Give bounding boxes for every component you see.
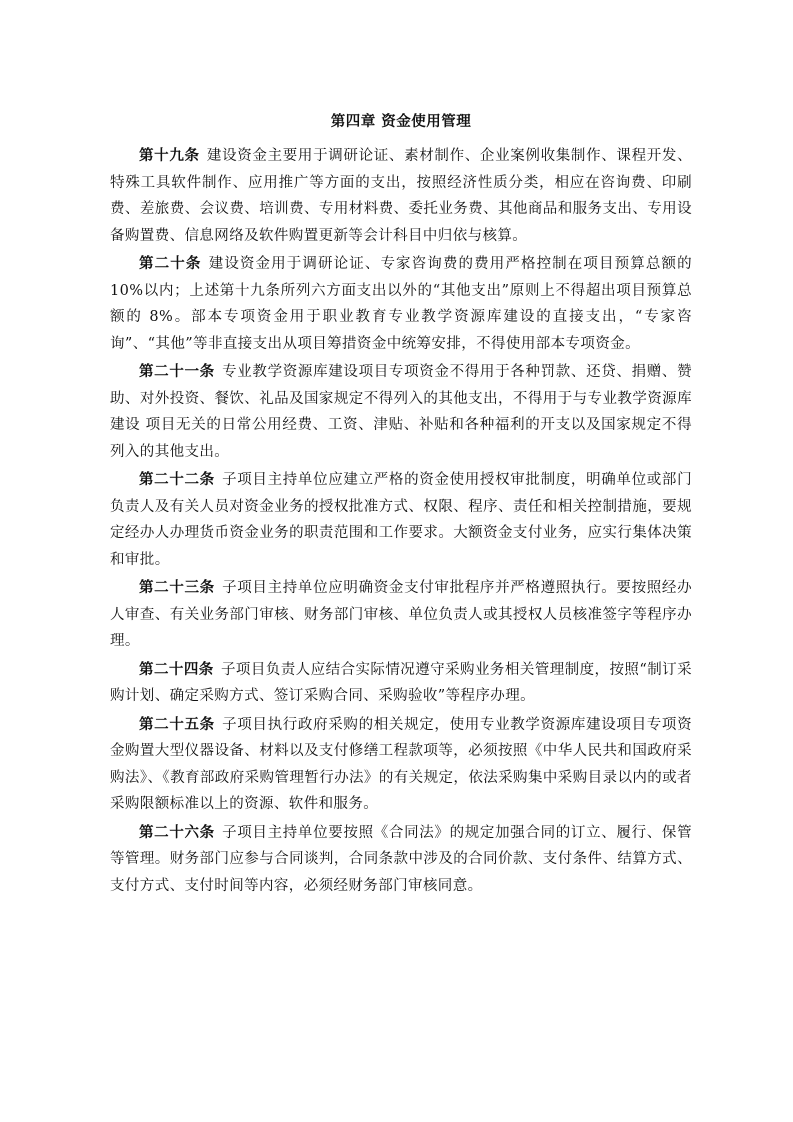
document-body (110, 112, 692, 901)
article-number: 第二十四条 (139, 660, 214, 678)
article-21 (110, 359, 692, 465)
article-26 (110, 820, 692, 900)
article-22 (110, 467, 692, 573)
article-number: 第二十五条 (139, 715, 215, 733)
article-23 (110, 575, 692, 655)
article-text: 专业教学资源库建设项目专项资金不得用于各种罚款、还贷、捐赠、赞助、对外投资、餐饮、礼品及国家规定不得列入的其他支出，不得用于与专业教学资源库建设 项目无关的日常公用经费、工资、津贴、补贴和各种福利的开支以及国家规定不得列入的其他支出。 (110, 364, 692, 460)
article-text: 子项目主持单位应明确资金支付审批程序并严格遵照执行。要按照经办人审查、有关业务部门审核、财务部门审核、单位负责人或其授权人员核准签字等程序办理。 (110, 580, 692, 649)
article-number: 第二十三条 (139, 579, 215, 596)
article-number: 第二十条 (139, 255, 202, 272)
article-25 (110, 712, 692, 818)
article-text: 建设资金主要用于调研论证、素材制作、企业案例收集制作、课程开发、特殊工具软件制作、应用推广等方面的支出，按照经济性质分类，相应在咨询费、印刷费、差旅费、会议费、培训费、专用材料费、委托业务费、其他商品和服务支出、专用设备购置费、信息网络及软件购置更新等会计科目中归依与核算。 (110, 148, 692, 244)
article-20 (110, 251, 692, 357)
article-text: 建设资金用于调研论证、专家咨询费的费用严格控制在项目预算总额的 10%以内；上述第十九条所列六方面支出以外的“其他支出”原则上不得超出项目预算总额的 8%。部本专项资金用于职业教育专业教学资源库建设的直接支出，“专家咨询”、“其他”等非直接支出从项目筹措资金中统筹安排，不得使用部本专项资金。 (110, 256, 692, 352)
article-24 (110, 657, 692, 710)
chapter-title: 第四章 资金使用管理 (330, 113, 472, 130)
article-text: 子项目主持单位要按照《合同法》的规定加强合同的订立、履行、保管等管理。财务部门应参与合同谈判，合同条款中涉及的合同价款、支付条件、结算方式、支付方式、支付时间等内容，必须经财务部门审核同意。 (110, 824, 692, 894)
article-text: 子项目主持单位应建立严格的资金使用授权审批制度，明确单位或部门负责人及有关人员对资金业务的授权批准方式、权限、程序、责任和相关控制措施，要规定经办人办理货币资金业务的职责范围和工作要求。大额资金支付业务，应实行集体决策和审批。 (110, 472, 692, 568)
article-number: 第二十一条 (139, 363, 215, 380)
article-number: 第十九条 (139, 147, 200, 164)
article-number: 第二十二条 (139, 471, 215, 488)
article-number: 第二十六条 (139, 823, 215, 841)
article-19 (110, 143, 692, 249)
article-text: 子项目执行政府采购的相关规定，使用专业教学资源库建设项目专项资金购置大型仪器设备、材料以及支付修缮工程款项等，必须按照《中华人民共和国政府采购法》、《教育部政府采购管理暂行办法》的有关规定，依法采购集中采购目录以内的或者采购限额标准以上的资源、软件和服务。 (110, 716, 692, 812)
article-text: 子项目负责人应结合实际情况遵守采购业务相关管理制度，按照“制订采购计划、确定采购方式、签订采购合同、采购验收”等程序办理。 (110, 661, 692, 704)
